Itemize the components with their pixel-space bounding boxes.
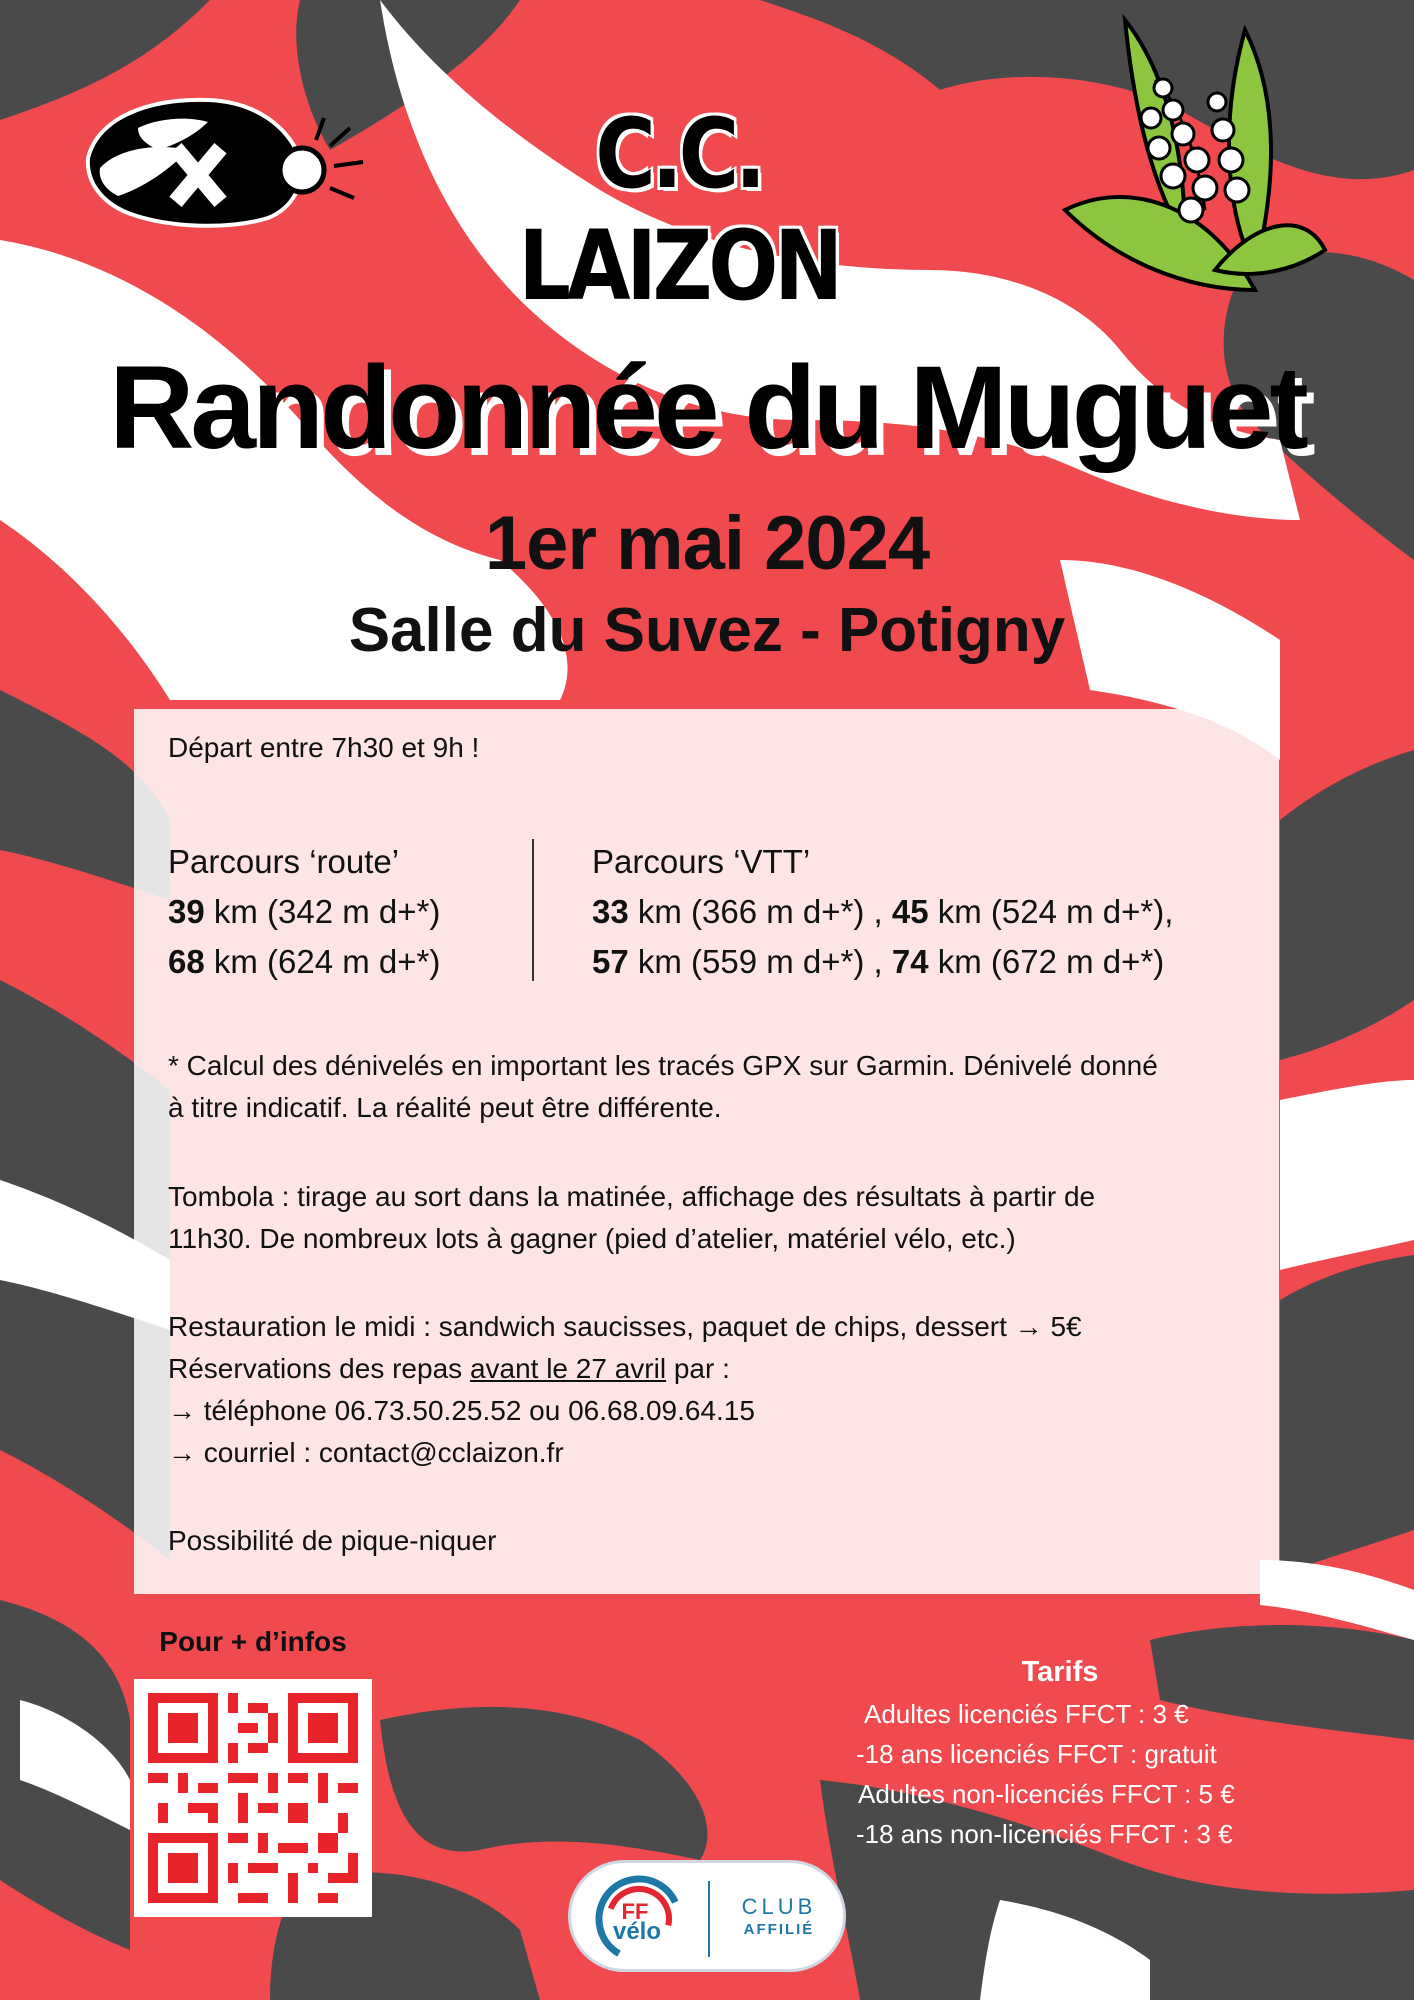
vtt-km-45: 45 bbox=[891, 893, 929, 930]
tombola-line-2: 11h30. De nombreux lots à gagner (pied d’atelier, matériel vélo, etc.) bbox=[168, 1223, 1016, 1254]
vtt-courses bbox=[592, 837, 1173, 987]
ffvelo-velo-text: vélo bbox=[612, 1918, 662, 1945]
miner-helmet-icon bbox=[78, 88, 378, 238]
reservation-phone: → téléphone 06.73.50.25.52 ou 06.68.09.64.15 bbox=[168, 1395, 755, 1426]
ffvelo-ff-text: FF bbox=[621, 1899, 649, 1924]
reservation-deadline bbox=[168, 1348, 730, 1390]
route-courses bbox=[168, 837, 440, 987]
vtt-km-33: 33 bbox=[592, 893, 629, 930]
route-km-2: 68 bbox=[168, 943, 205, 980]
tarif-junior-unlicensed: -18 ans non-licenciés FFCT : 3 € bbox=[856, 1819, 1233, 1849]
vtt-detail: km (524 m d+*), bbox=[928, 893, 1174, 930]
vtt-course-line-2 bbox=[592, 937, 1173, 987]
qr-code-icon[interactable] bbox=[148, 1693, 358, 1903]
tarif-junior-licensed: -18 ans licenciés FFCT : gratuit bbox=[856, 1739, 1217, 1769]
tarifs-title: Tarifs bbox=[1021, 1656, 1099, 1688]
badge-separator bbox=[708, 1881, 710, 1957]
club-label: CLUB bbox=[741, 1894, 817, 1919]
tarif-adult-unlicensed: Adultes non-licenciés FFCT : 5 € bbox=[858, 1779, 1235, 1809]
vtt-detail: km (672 m d+*) bbox=[928, 943, 1165, 980]
route-course-1 bbox=[168, 887, 440, 937]
route-title: Parcours ‘route’ bbox=[168, 843, 400, 880]
event-place: Salle du Suvez - Potigny bbox=[348, 596, 1066, 665]
ffvelo-logo-icon bbox=[593, 1873, 685, 1965]
reservation-email: → courriel : contact@cclaizon.fr bbox=[168, 1437, 564, 1468]
ffvelo-club-badge bbox=[568, 1860, 846, 1972]
lunch-menu: Restauration le midi : sandwich saucisses, paquet de chips, dessert → 5€ bbox=[168, 1311, 1082, 1342]
reservation-text: Réservations des repas bbox=[168, 1353, 470, 1384]
column-divider bbox=[532, 839, 534, 981]
vtt-course-line-1 bbox=[592, 887, 1173, 937]
elevation-note-line-1: * Calcul des dénivelés en important les tracés GPX sur Garmin. Dénivelé donné bbox=[168, 1050, 1158, 1081]
tarifs-section bbox=[848, 1652, 1288, 1854]
route-km-1: 39 bbox=[168, 893, 205, 930]
info-box bbox=[134, 709, 1279, 1594]
qr-code[interactable] bbox=[134, 1679, 372, 1917]
vtt-detail: km (366 m d+*) , bbox=[628, 893, 892, 930]
tombola-line-1: Tombola : tirage au sort dans la matinée, affichage des résultats à partir de bbox=[168, 1181, 1096, 1212]
picnic-note: Possibilité de pique-niquer bbox=[168, 1525, 497, 1556]
reservation-text-end: par : bbox=[666, 1353, 730, 1384]
route-course-2 bbox=[168, 937, 440, 987]
elevation-note-line-2: à titre indicatif. La réalité peut être différente. bbox=[168, 1092, 722, 1123]
route-detail-1: km (342 m d+*) bbox=[204, 893, 441, 930]
route-detail-2: km (624 m d+*) bbox=[204, 943, 441, 980]
event-title: Randonnée du Muguet bbox=[109, 342, 1305, 474]
club-name: C.C. LAIZON bbox=[518, 98, 839, 322]
more-info-label: Pour + d’infos bbox=[159, 1626, 347, 1657]
event-date: 1er mai 2024 bbox=[484, 501, 930, 586]
tarif-adult-licensed: Adultes licenciés FFCT : 3 € bbox=[864, 1699, 1189, 1729]
lily-of-the-valley-icon bbox=[1055, 10, 1335, 310]
reservation-date: avant le 27 avril bbox=[469, 1353, 667, 1384]
vtt-detail: km (559 m d+*) , bbox=[628, 943, 892, 980]
vtt-title: Parcours ‘VTT’ bbox=[592, 843, 811, 880]
affilie-label: AFFILIÉ bbox=[743, 1921, 815, 1938]
vtt-km-57: 57 bbox=[592, 943, 629, 980]
vtt-km-74: 74 bbox=[891, 943, 929, 980]
departure-time: Départ entre 7h30 et 9h ! bbox=[168, 732, 480, 763]
